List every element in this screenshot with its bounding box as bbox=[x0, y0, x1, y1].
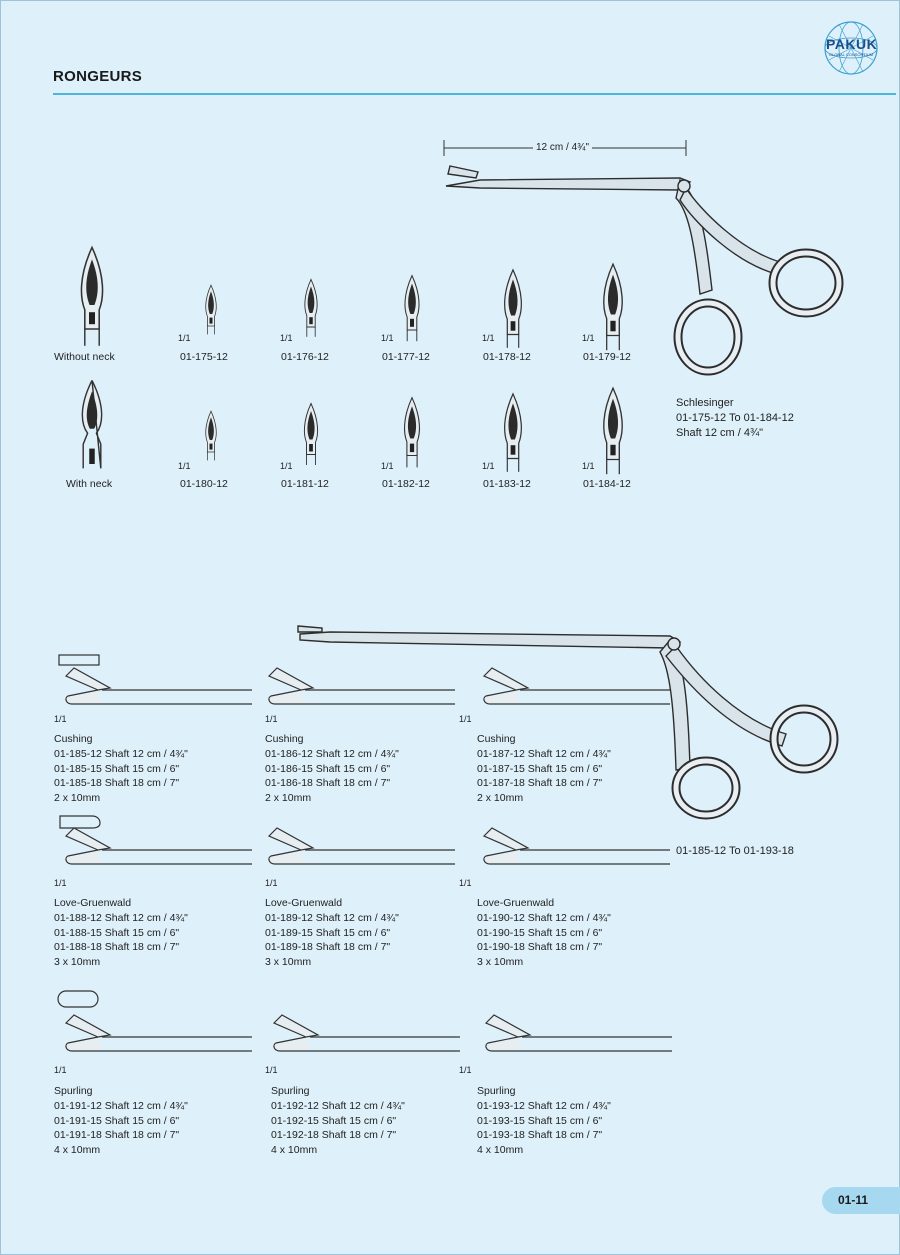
jaw-size: 4 x 10mm bbox=[477, 1144, 524, 1157]
jaw-size: 2 x 10mm bbox=[265, 792, 312, 805]
scale-label: 1/1 bbox=[482, 333, 495, 343]
variant-name: Spurling bbox=[477, 1085, 516, 1097]
tip-code: 01-178-12 bbox=[483, 351, 531, 363]
spec-line: 01-192-18 Shaft 18 cm / 7" bbox=[271, 1129, 397, 1142]
scale-label: 1/1 bbox=[459, 1065, 472, 1075]
variant-spec bbox=[54, 1084, 188, 1158]
tip-code: 01-176-12 bbox=[281, 351, 329, 363]
variant-name: Spurling bbox=[54, 1085, 93, 1097]
logo-tagline: GLOBAL CONSORTIUM bbox=[828, 52, 874, 57]
scale-label: 1/1 bbox=[459, 878, 472, 888]
tip-code: 01-182-12 bbox=[382, 478, 430, 490]
spec-line: 01-190-15 Shaft 15 cm / 6" bbox=[477, 926, 603, 939]
scale-label: 1/1 bbox=[178, 461, 191, 471]
jaw-size: 2 x 10mm bbox=[54, 792, 101, 805]
spec-line: 01-188-12 Shaft 12 cm / 4¾" bbox=[54, 911, 188, 924]
scale-label: 1/1 bbox=[54, 714, 67, 724]
variant-spec bbox=[477, 732, 611, 806]
spec-line: 01-189-15 Shaft 15 cm / 6" bbox=[265, 926, 391, 939]
jaw-size: 4 x 10mm bbox=[54, 1144, 101, 1157]
shaft-length: Shaft 12 cm / 4¾" bbox=[676, 427, 764, 439]
spec-line: 01-192-12 Shaft 12 cm / 4¾" bbox=[271, 1099, 405, 1112]
jaw-size: 2 x 10mm bbox=[477, 792, 524, 805]
spec-line: 01-186-15 Shaft 15 cm / 6" bbox=[265, 762, 391, 775]
tip-code: 01-177-12 bbox=[382, 351, 430, 363]
tip-code: 01-183-12 bbox=[483, 478, 531, 490]
tip-code: 01-175-12 bbox=[180, 351, 228, 363]
spec-line: 01-187-18 Shaft 18 cm / 7" bbox=[477, 777, 603, 790]
variant-name: Love-Gruenwald bbox=[54, 897, 132, 909]
variant-spec bbox=[54, 732, 188, 806]
scale-label: 1/1 bbox=[459, 714, 472, 724]
spec-line: 01-187-15 Shaft 15 cm / 6" bbox=[477, 762, 603, 775]
catalog-range: 01-175-12 To 01-184-12 bbox=[676, 412, 794, 424]
variant-spec bbox=[477, 1084, 611, 1158]
variant-name: Cushing bbox=[54, 733, 93, 745]
tip-code: 01-181-12 bbox=[281, 478, 329, 490]
spec-line: 01-189-18 Shaft 18 cm / 7" bbox=[265, 941, 391, 954]
tip-code: 01-180-12 bbox=[180, 478, 228, 490]
scale-label: 1/1 bbox=[381, 333, 394, 343]
variant-spec bbox=[265, 896, 399, 970]
spec-line: 01-186-12 Shaft 12 cm / 4¾" bbox=[265, 747, 399, 760]
jaw-size: 3 x 10mm bbox=[477, 956, 524, 969]
scale-label: 1/1 bbox=[54, 878, 67, 888]
spec-line: 01-191-15 Shaft 15 cm / 6" bbox=[54, 1114, 180, 1127]
variant-name: Cushing bbox=[265, 733, 304, 745]
spec-line: 01-193-18 Shaft 18 cm / 7" bbox=[477, 1129, 603, 1142]
logo-wordmark: PAKUK bbox=[826, 36, 878, 52]
instrument-name: Schlesinger bbox=[676, 397, 734, 409]
scale-label: 1/1 bbox=[54, 1065, 67, 1075]
scale-label: 1/1 bbox=[280, 461, 293, 471]
spec-line: 01-185-18 Shaft 18 cm / 7" bbox=[54, 777, 180, 790]
without-neck-label: Without neck bbox=[54, 351, 115, 363]
scale-label: 1/1 bbox=[482, 461, 495, 471]
spec-line: 01-192-15 Shaft 15 cm / 6" bbox=[271, 1114, 397, 1127]
tip-code: 01-179-12 bbox=[583, 351, 631, 363]
variant-spec bbox=[265, 732, 399, 806]
scale-label: 1/1 bbox=[178, 333, 191, 343]
page-title: RONGEURS bbox=[53, 68, 143, 85]
scale-label: 1/1 bbox=[582, 461, 595, 471]
spec-line: 01-186-18 Shaft 18 cm / 7" bbox=[265, 777, 391, 790]
variant-name: Cushing bbox=[477, 733, 516, 745]
spec-line: 01-193-15 Shaft 15 cm / 6" bbox=[477, 1114, 603, 1127]
scale-label: 1/1 bbox=[265, 1065, 278, 1075]
spec-line: 01-190-18 Shaft 18 cm / 7" bbox=[477, 941, 603, 954]
page-number: 01-11 bbox=[838, 1193, 869, 1207]
variant-spec bbox=[54, 896, 188, 970]
spec-line: 01-189-12 Shaft 12 cm / 4¾" bbox=[265, 911, 399, 924]
spec-line: 01-191-12 Shaft 12 cm / 4¾" bbox=[54, 1099, 188, 1112]
spec-line: 01-185-12 Shaft 12 cm / 4¾" bbox=[54, 747, 188, 760]
variant-name: Love-Gruenwald bbox=[477, 897, 555, 909]
spec-line: 01-187-12 Shaft 12 cm / 4¾" bbox=[477, 747, 611, 760]
jaw-size: 3 x 10mm bbox=[54, 956, 101, 969]
schlesinger-caption bbox=[676, 396, 794, 441]
spec-line: 01-188-18 Shaft 18 cm / 7" bbox=[54, 941, 180, 954]
jaw-size: 3 x 10mm bbox=[265, 956, 312, 969]
dimension-label: 12 cm / 4¾" bbox=[533, 142, 592, 153]
jaw-size: 4 x 10mm bbox=[271, 1144, 318, 1157]
variant-name: Spurling bbox=[271, 1085, 310, 1097]
spec-line: 01-185-15 Shaft 15 cm / 6" bbox=[54, 762, 180, 775]
variant-spec bbox=[271, 1084, 405, 1158]
variant-spec bbox=[477, 896, 611, 970]
spec-line: 01-190-12 Shaft 12 cm / 4¾" bbox=[477, 911, 611, 924]
tip-code: 01-184-12 bbox=[583, 478, 631, 490]
catalog-range: 01-185-12 To 01-193-18 bbox=[676, 845, 794, 857]
spec-line: 01-188-15 Shaft 15 cm / 6" bbox=[54, 926, 180, 939]
scale-label: 1/1 bbox=[265, 878, 278, 888]
scale-label: 1/1 bbox=[381, 461, 394, 471]
spec-line: 01-191-18 Shaft 18 cm / 7" bbox=[54, 1129, 180, 1142]
scale-label: 1/1 bbox=[280, 333, 293, 343]
variant-name: Love-Gruenwald bbox=[265, 897, 343, 909]
scale-label: 1/1 bbox=[265, 714, 278, 724]
spec-line: 01-193-12 Shaft 12 cm / 4¾" bbox=[477, 1099, 611, 1112]
scale-label: 1/1 bbox=[582, 333, 595, 343]
with-neck-label: With neck bbox=[66, 478, 113, 490]
